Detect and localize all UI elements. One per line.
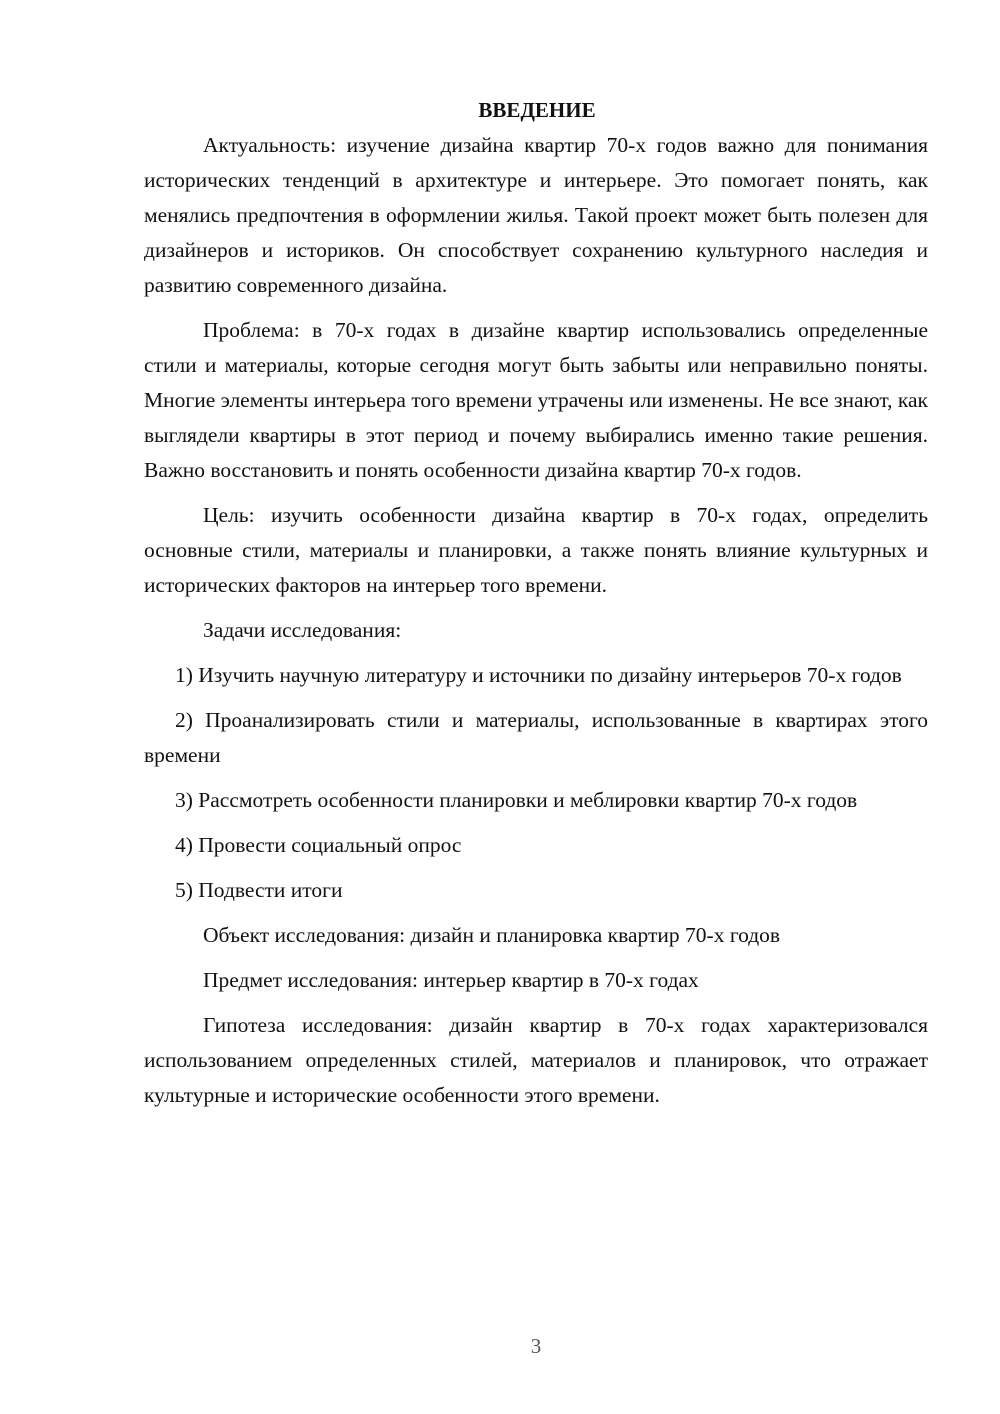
page-number: 3 <box>530 1334 542 1358</box>
tasks-heading: Задачи исследования: <box>203 618 402 642</box>
research-object: Объект исследования: дизайн и планировка квартир 70-х годов <box>203 923 781 947</box>
task-item-2: 2) Проанализировать стили и материалы, использованные в квартирах этого времени <box>144 708 928 767</box>
goal-paragraph: Цель: изучить особенности дизайна квартир в 70-х годах, определить основные стили, материалы и планировки, а также понять влияние культурных и исторических факторов на интерьер того времени. <box>144 503 928 597</box>
task-item-5: 5) Подвести итоги <box>175 878 343 902</box>
problem-paragraph: Проблема: в 70-х годах в дизайне квартир использовались определенные стили и материалы, которые сегодня могут быть забыты или неправильно поняты. Многие элементы интерьера того времени утрачены или изменены. Не все знают, как выглядели квартиры в этот период и почему выбирались именно такие решения. Важно восстановить и понять особенности дизайна квартир 70-х годов. <box>144 318 928 482</box>
research-subject: Предмет исследования: интерьер квартир в 70-х годах <box>203 968 699 992</box>
document-page <box>144 92 928 1123</box>
research-hypothesis: Гипотеза исследования: дизайн квартир в 70-х годах характеризовался использованием определенных стилей, материалов и планировок, что отражает культурные и исторические особенности этого времени. <box>144 1013 928 1107</box>
section-title: ВВЕДЕНИЕ <box>478 98 596 122</box>
task-item-3: 3) Рассмотреть особенности планировки и меблировки квартир 70-х годов <box>175 788 858 812</box>
relevance-paragraph: Актуальность: изучение дизайна квартир 70-х годов важно для понимания исторических тенденций в архитектуре и интерьере. Это помогает понять, как менялись предпочтения в оформлении жилья. Такой проект может быть полезен для дизайнеров и историков. Он способствует сохранению культурного наследия и развитию современного дизайна. <box>144 133 928 297</box>
task-item-1: 1) Изучить научную литературу и источники по дизайну интерьеров 70-х годов <box>175 663 902 687</box>
task-item-4: 4) Провести социальный опрос <box>175 833 462 857</box>
